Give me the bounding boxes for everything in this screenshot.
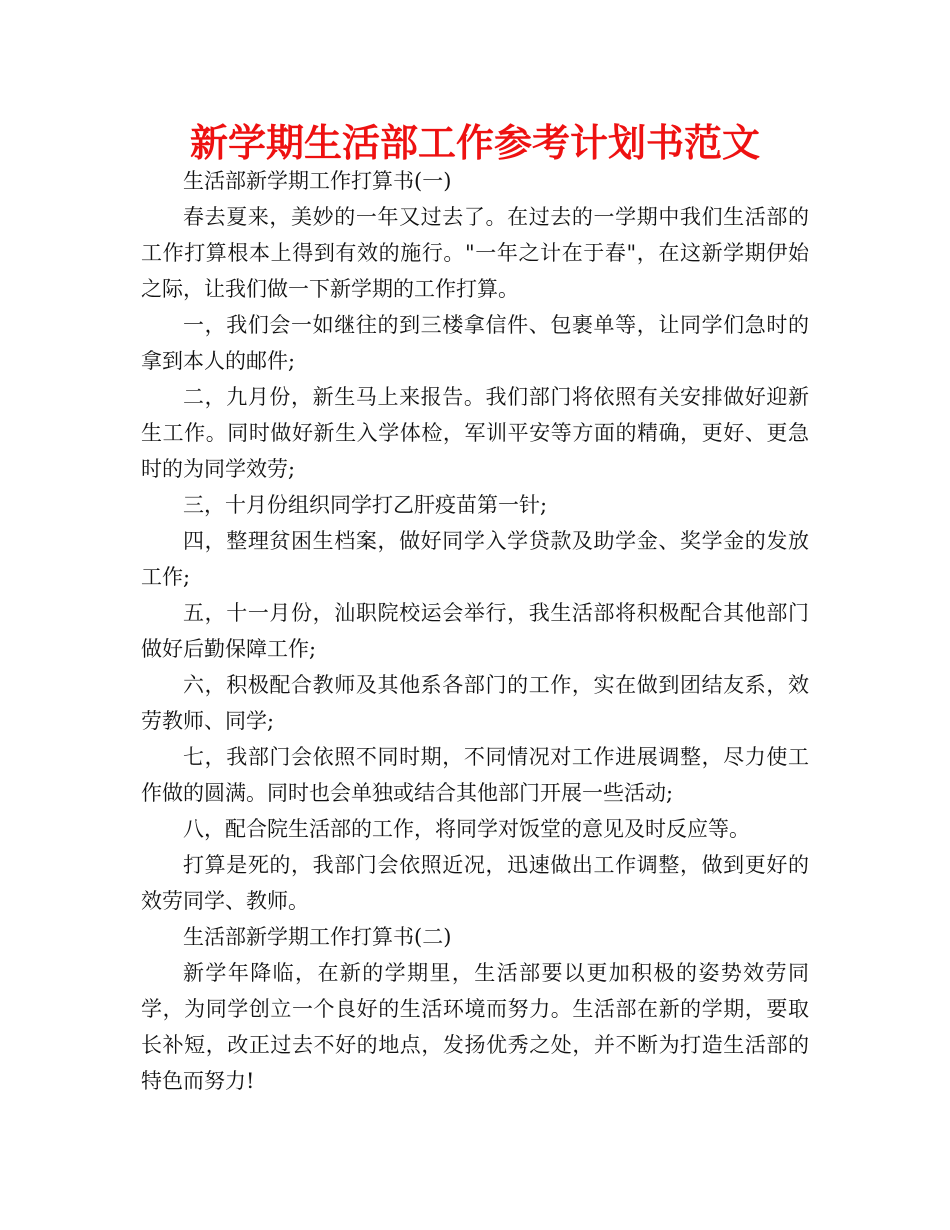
paragraph-intro: 春去夏来，美妙的一年又过去了。在过去的一学期中我们生活部的工作打算根本上得到有效的施行。"一年之计在于春"，在这新学期伊始之际，让我们做一下新学期的工作打算。 (141, 205, 809, 301)
section-heading-1: 生活部新学期工作打算书(一) (183, 169, 452, 193)
paragraph-item-2: 二，九月份，新生马上来报告。我们部门将依照有关安排做好迎新生工作。同时做好新生入学体检，军训平安等方面的精确，更好、更急时的为同学效劳; (141, 385, 809, 481)
document-title: 新学期生活部工作参考计划书范文 (189, 121, 760, 165)
paragraph-item-1: 一，我们会一如继往的到三楼拿信件、包裹单等，让同学们急时的拿到本人的邮件; (141, 313, 809, 373)
paragraph-closing: 打算是死的，我部门会依照近况，迅速做出工作调整，做到更好的效劳同学、教师。 (141, 853, 809, 913)
paragraph-item-8: 八，配合院生活部的工作，将同学对饭堂的意见及时反应等。 (183, 817, 750, 841)
paragraph-item-4: 四，整理贫困生档案，做好同学入学贷款及助学金、奖学金的发放工作; (141, 529, 809, 589)
paragraph-item-7: 七，我部门会依照不同时期，不同情况对工作进展调整，尽力使工作做的圆满。同时也会单独或结合其他部门开展一些活动; (141, 745, 809, 805)
paragraph-item-3: 三，十月份组织同学打乙肝疫苗第一针; (183, 493, 548, 517)
document-body (141, 163, 809, 1099)
paragraph-item-6: 六，积极配合教师及其他系各部门的工作，实在做到团结友系，效劳教师、同学; (141, 673, 809, 733)
paragraph-item-5: 五，十一月份，汕职院校运会举行，我生活部将积极配合其他部门做好后勤保障工作; (141, 601, 809, 661)
paragraph-section-2-intro: 新学年降临，在新的学期里，生活部要以更加积极的姿势效劳同学，为同学创立一个良好的生活环境而努力。生活部在新的学期，要取长补短，改正过去不好的地点，发扬优秀之处，并不断为打造生活部的特色而努力! (141, 961, 809, 1093)
section-heading-2: 生活部新学期工作打算书(二) (183, 925, 452, 949)
